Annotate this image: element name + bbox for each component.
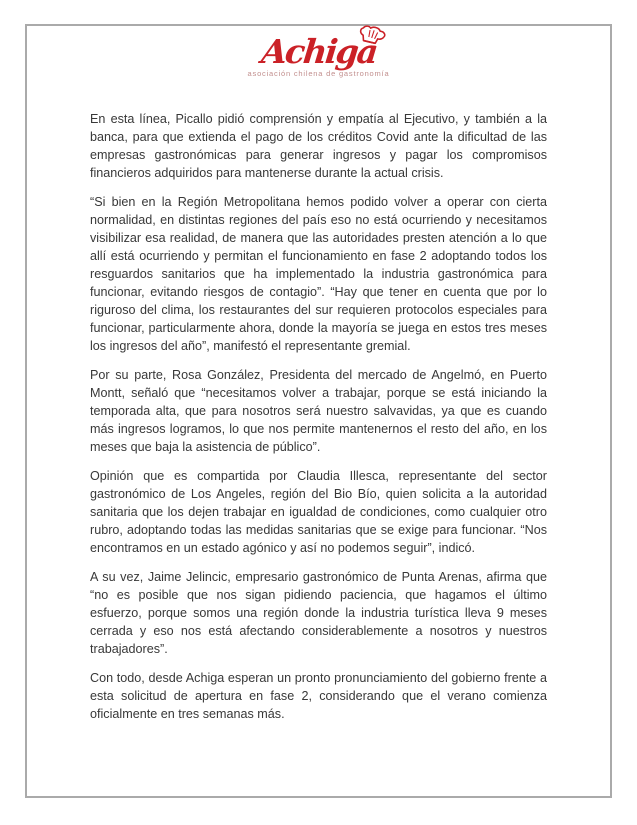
paragraph-2: “Si bien en la Región Metropolitana hemos podido volver a operar con cierta normalidad, en distintas regiones del país eso no está ocurriendo y necesitamos visibilizar esa realidad, de manera que las autoridades presten atención a lo que allí está ocurriendo y permitan el funcionamiento en fase 2 adoptando todos los resguardos sanitarios que ha implementado la industria gastronómica para funcionar, evitando riesgos de contagio”. “Hay que tener en cuenta que por lo riguroso del clima, los restaurantes del sur requieren protocolos especiales para funcionar, particularmente ahora, donde la mayoría se juega en estos tres meses los ingresos del año”, manifestó el representante gremial. — [90, 195, 547, 353]
article-body — [90, 110, 547, 723]
logo-inner — [247, 32, 390, 78]
paragraph-1: En esta línea, Picallo pidió comprensión y empatía al Ejecutivo, y también a la banca, para que extienda el pago de los créditos Covid ante la dificultad de las empresas gastronómicas para generar ingresos y pagar los compromisos financieros adquiridos para mantenerse durante la actual crisis. — [90, 112, 547, 180]
paragraph-6: Con todo, desde Achiga esperan un pronto pronunciamiento del gobierno frente a esta solicitud de apertura en fase 2, considerando que el verano comienza oficialmente en tres semanas más. — [90, 671, 547, 721]
logo — [27, 32, 610, 91]
paragraph-3: Por su parte, Rosa González, Presidenta del mercado de Angelmó, en Puerto Montt, señaló que “necesitamos volver a trabajar, porque se está iniciando la temporada alta, que para nosotros será nuestro salvavidas, ya que es cuando más ingresos logramos, lo que nos permite mantenernos el resto del año, en los meses que baja la asistencia de público”. — [90, 368, 547, 454]
logo-tagline: asociación chilena de gastronomía — [247, 69, 390, 78]
logo-wordmark: Achiga — [259, 32, 378, 71]
paragraph-4: Opinión que es compartida por Claudia Illesca, representante del sector gastronómico de Los Angeles, región del Bio Bío, quien solicita a la autoridad sanitaria que los dejen trabajar en igualdad de condiciones, como cualquier otro rubro, adoptando todas las medidas sanitarias que se exige para funcionar. “Nos encontramos en un estado agónico y así no podemos seguir”, indicó. — [90, 469, 547, 555]
document-page — [25, 24, 612, 798]
paragraph-5: A su vez, Jaime Jelincic, empresario gastronómico de Punta Arenas, afirma que “no es posible que nos sigan pidiendo paciencia, que hagamos el último esfuerzo, porque somos una región donde la industria turística lleva 9 meses cerrada y eso nos está afectando considerablemente a nosotros y nuestros trabajadores”. — [90, 570, 547, 656]
